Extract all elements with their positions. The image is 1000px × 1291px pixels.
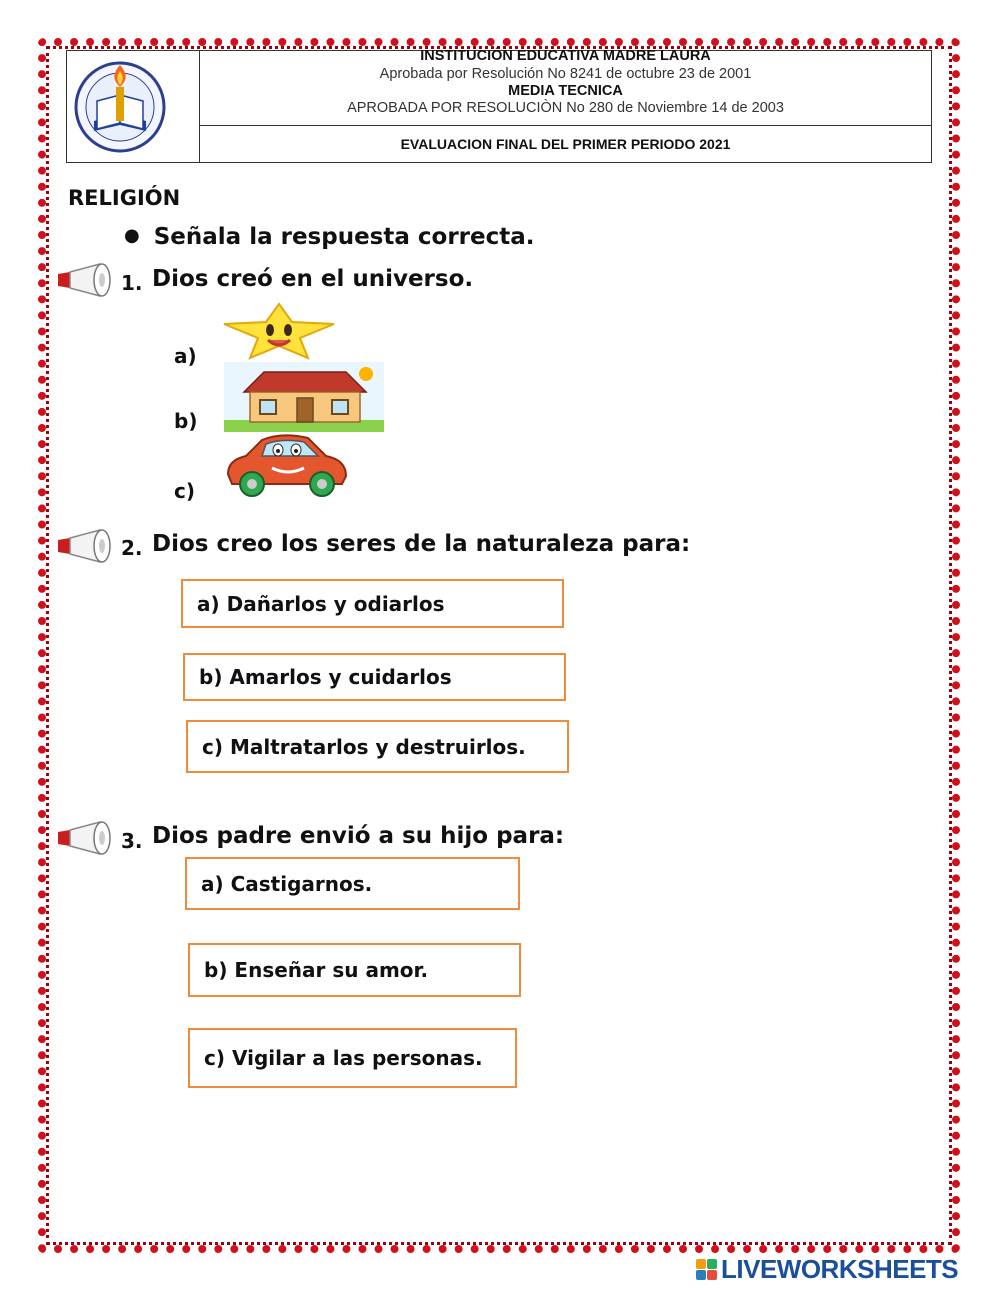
approval-resolution-2: APROBADA POR RESOLUCIÒN No 280 de Noviembre 14 de 2003 bbox=[347, 100, 784, 116]
question-1-text: Dios creó en el universo. bbox=[152, 266, 474, 292]
question-2-option-a[interactable]: a) Dañarlos y odiarlos bbox=[181, 579, 564, 628]
audio-speaker-icon[interactable] bbox=[56, 528, 122, 564]
question-1-number: 1. bbox=[121, 271, 143, 295]
question-2-text: Dios creo los seres de la naturaleza para: bbox=[152, 531, 691, 557]
question-2-option-c[interactable]: c) Maltratarlos y destruirlos. bbox=[186, 720, 569, 773]
instruction bbox=[124, 224, 535, 250]
car-icon[interactable] bbox=[222, 430, 352, 500]
question-2-number: 2. bbox=[121, 536, 143, 560]
house-icon[interactable] bbox=[224, 362, 384, 432]
question-1-option-b-label[interactable]: b) bbox=[174, 409, 198, 433]
subject-title: RELIGIÓN bbox=[68, 186, 181, 210]
question-3-number: 3. bbox=[121, 829, 143, 853]
audio-speaker-icon[interactable] bbox=[56, 820, 122, 856]
audio-speaker-icon[interactable] bbox=[56, 262, 122, 298]
question-3-text: Dios padre envió a su hijo para: bbox=[152, 823, 565, 849]
star-icon[interactable] bbox=[220, 302, 338, 360]
question-2-option-b[interactable]: b) Amarlos y cuidarlos bbox=[183, 653, 566, 701]
media-tecnica-label: MEDIA TECNICA bbox=[508, 83, 623, 99]
school-header bbox=[66, 50, 932, 163]
approval-resolution-1: Aprobada por Resolución No 8241 de octubre 23 de 2001 bbox=[379, 66, 752, 82]
brand-text: LIVEWORKSHEETS bbox=[721, 1254, 959, 1284]
school-logo bbox=[67, 51, 199, 162]
school-name: INSTITUCIÓN EDUCATIVA MADRE LAURA bbox=[420, 48, 711, 64]
question-1-option-c-label[interactable]: c) bbox=[174, 479, 195, 503]
bullet-icon: ● bbox=[124, 225, 140, 246]
question-3-option-c[interactable]: c) Vigilar a las personas. bbox=[188, 1028, 517, 1088]
instruction-text: Señala la respuesta correcta. bbox=[153, 224, 535, 250]
question-3-option-b[interactable]: b) Enseñar su amor. bbox=[188, 943, 521, 997]
question-3-option-a[interactable]: a) Castigarnos. bbox=[185, 857, 520, 910]
question-1-option-a-label[interactable]: a) bbox=[174, 344, 197, 368]
school-logo-cell bbox=[67, 51, 200, 162]
liveworksheets-brand bbox=[696, 1254, 958, 1285]
liveworksheets-logo-icon bbox=[696, 1259, 717, 1280]
exam-title: EVALUACION FINAL DEL PRIMER PERIODO 2021 bbox=[200, 125, 931, 163]
school-header-text bbox=[200, 48, 931, 125]
